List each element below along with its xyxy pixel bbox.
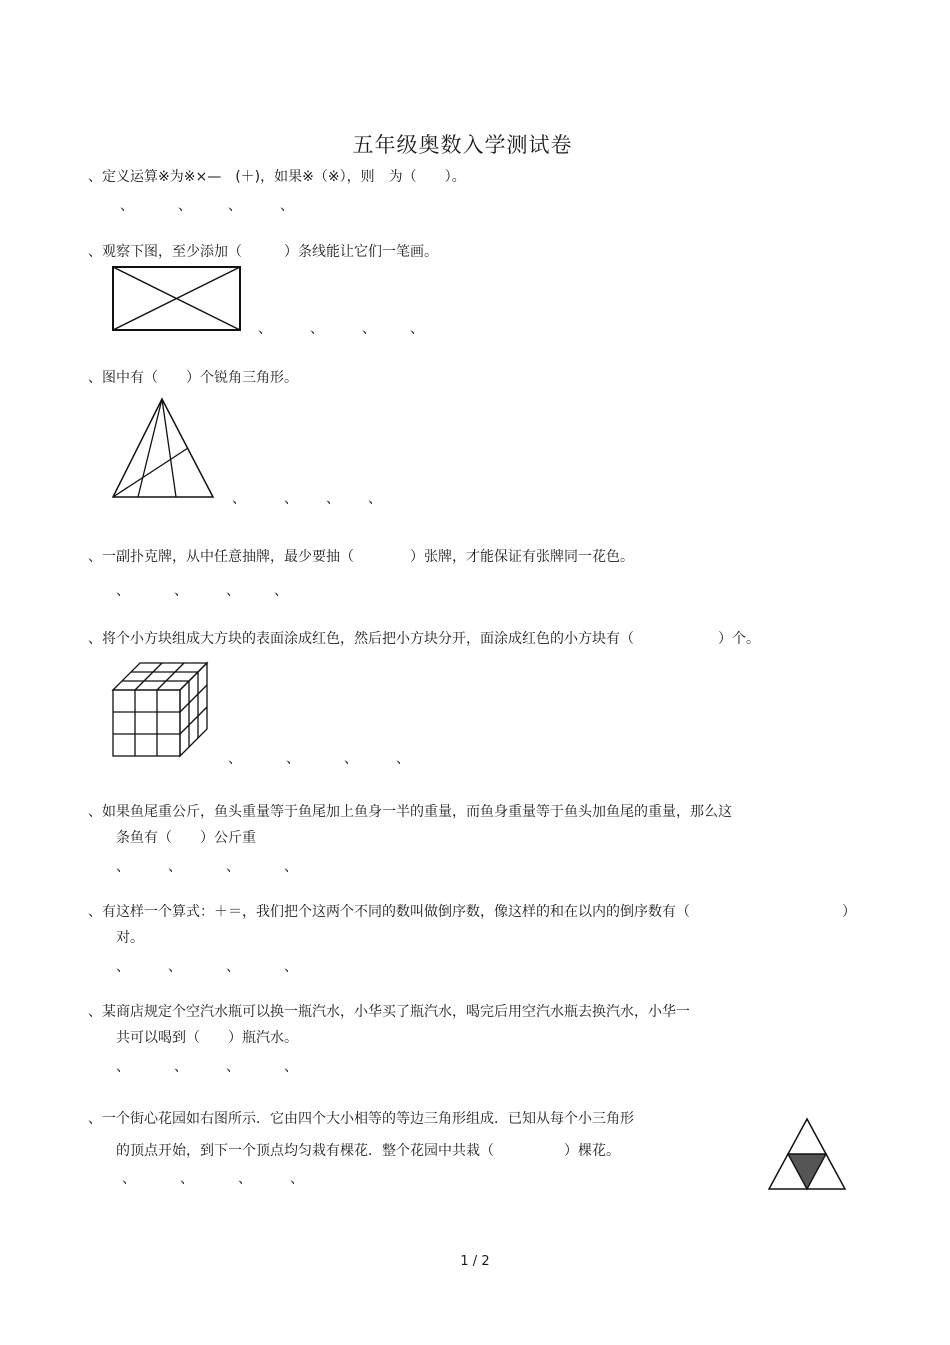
question-7-close-paren: ） <box>842 904 856 920</box>
option-b: 、 <box>178 198 192 214</box>
option-c: 、 <box>238 1171 252 1187</box>
question-6-text: 、如果鱼尾重公斤，鱼头重量等于鱼尾加上鱼身一半的重量，而鱼身重量等于鱼头加鱼尾的重量，那么这 <box>88 804 732 820</box>
option-b: 、 <box>284 491 298 507</box>
option-b: 、 <box>168 959 182 975</box>
option-c: 、 <box>326 491 340 507</box>
garden-triangle-figure <box>768 1118 848 1192</box>
question-3-text: 、图中有（ ）个锐角三角形。 <box>88 370 298 386</box>
question-8-text-cont: 共可以喝到（ ）瓶汽水。 <box>116 1030 298 1046</box>
question-7-text: 、有这样一个算式：＋＝，我们把个这两个不同的数叫做倒序数，像这样的和在以内的倒序数有（ <box>88 904 690 920</box>
question-9-text-cont: 的顶点开始，到下一个顶点均匀栽有棵花．整个花园中共栽（ ）棵花。 <box>116 1143 620 1159</box>
option-d: 、 <box>290 1171 304 1187</box>
page-title: 五年级奥数入学测试卷 <box>352 133 573 157</box>
option-b: 、 <box>310 321 324 337</box>
option-c: 、 <box>228 198 242 214</box>
option-d: 、 <box>410 321 424 337</box>
rectangle-diagonals-figure <box>112 266 242 332</box>
option-d: 、 <box>396 751 410 767</box>
option-a: 、 <box>258 321 272 337</box>
cube-figure <box>112 662 212 758</box>
question-5-text: 、将个小方块组成大方块的表面涂成红色，然后把小方块分开，面涂成红色的小方块有（ ）个。 <box>88 631 760 647</box>
option-a: 、 <box>116 959 130 975</box>
question-6-text-cont: 条鱼有（ ）公斤重 <box>116 830 256 846</box>
option-a: 、 <box>116 859 130 875</box>
option-a: 、 <box>120 198 134 214</box>
option-a: 、 <box>228 751 242 767</box>
option-b: 、 <box>180 1171 194 1187</box>
option-d: 、 <box>368 491 382 507</box>
option-c: 、 <box>226 583 240 599</box>
question-9-text: 、一个街心花园如右图所示．它由四个大小相等的等边三角形组成．已知从每个小三角形 <box>88 1111 634 1127</box>
option-a: 、 <box>232 491 246 507</box>
option-a: 、 <box>116 583 130 599</box>
triangle-figure <box>112 398 216 500</box>
question-7-text-cont: 对。 <box>116 930 144 946</box>
option-c: 、 <box>344 751 358 767</box>
option-b: 、 <box>286 751 300 767</box>
question-8-text: 、某商店规定个空汽水瓶可以换一瓶汽水，小华买了瓶汽水，喝完后用空汽水瓶去换汽水，小华一 <box>88 1004 690 1020</box>
option-a: 、 <box>122 1171 136 1187</box>
option-d: 、 <box>274 583 288 599</box>
option-d: 、 <box>284 959 298 975</box>
option-c: 、 <box>226 959 240 975</box>
option-b: 、 <box>168 859 182 875</box>
option-d: 、 <box>284 1059 298 1075</box>
question-4-text: 、一副扑克牌，从中任意抽牌，最少要抽（ ）张牌，才能保证有张牌同一花色。 <box>88 549 634 565</box>
option-b: 、 <box>174 1059 188 1075</box>
option-c: 、 <box>226 859 240 875</box>
option-c: 、 <box>362 321 376 337</box>
option-c: 、 <box>226 1059 240 1075</box>
option-a: 、 <box>116 1059 130 1075</box>
question-2-text: 、观察下图，至少添加（ ）条线能让它们一笔画。 <box>88 244 438 260</box>
option-d: 、 <box>280 198 294 214</box>
option-b: 、 <box>174 583 188 599</box>
page-number: 1 / 2 <box>460 1254 490 1269</box>
option-d: 、 <box>284 859 298 875</box>
question-1-text: 、定义运算※为※×— (＋)，如果※（※），则 为（ ）。 <box>88 169 466 185</box>
